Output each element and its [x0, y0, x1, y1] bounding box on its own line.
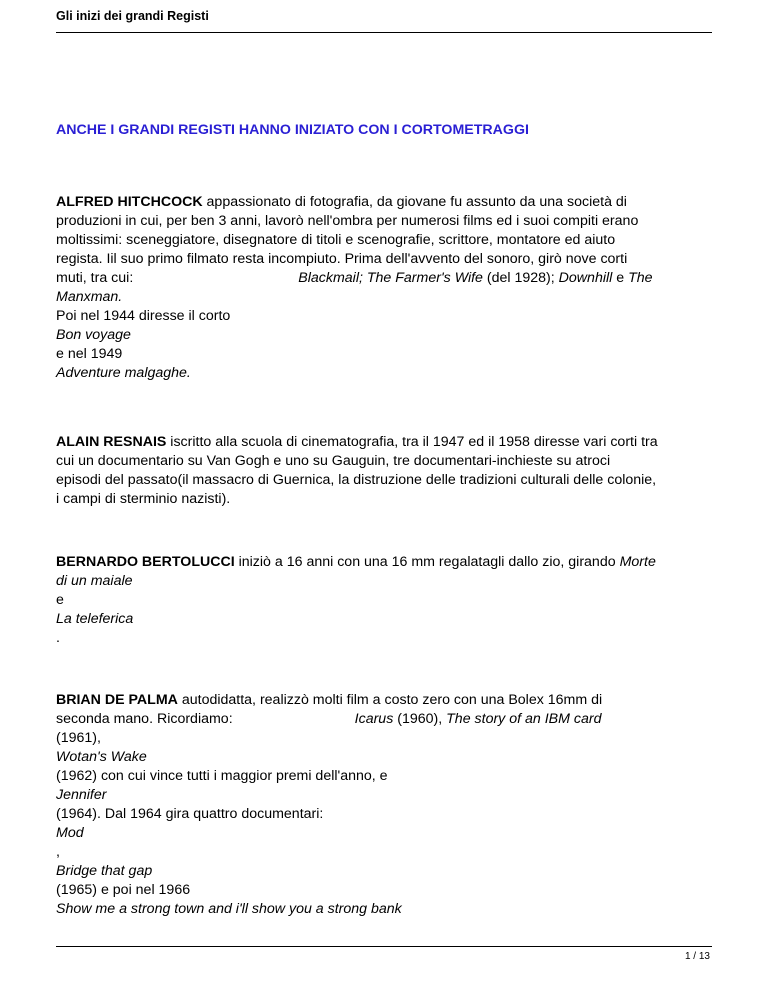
film-title: Adventure malgaghe. [56, 365, 191, 381]
director-name: ALFRED HITCHCOCK [56, 194, 203, 210]
film-title: Wotan's Wake [56, 749, 147, 765]
footer-divider [56, 946, 712, 947]
film-title: La teleferica [56, 611, 134, 627]
film-title: The story of an IBM card [446, 711, 602, 727]
director-name: BRIAN DE PALMA [56, 692, 178, 708]
film-title: Downhill [558, 270, 613, 286]
film-title: Icarus [354, 711, 394, 727]
director-name: ALAIN RESNAIS [56, 434, 167, 450]
film-title: The [628, 270, 653, 286]
film-title: Bon voyage [56, 327, 131, 343]
headline: ANCHE I GRANDI REGISTI HANNO INIZIATO CON I CORTOMETRAGGI [56, 122, 529, 138]
film-title: di un maiale [56, 573, 133, 589]
film-title: Morte [619, 554, 656, 570]
director-name: BERNARDO BERTOLUCCI [56, 554, 235, 570]
film-title: Mod [56, 825, 84, 841]
header-divider [56, 32, 712, 33]
film-title: Bridge that gap [56, 863, 153, 879]
document-title: Gli inizi dei grandi Registi [56, 9, 209, 23]
film-title: Blackmail; The Farmer's Wife [298, 270, 483, 286]
film-title: Manxman. [56, 289, 123, 305]
film-title: Show me a strong town and i'll show you a strong bank [56, 901, 402, 917]
page-number: 1 / 13 [684, 951, 710, 962]
film-title: Jennifer [56, 787, 107, 803]
